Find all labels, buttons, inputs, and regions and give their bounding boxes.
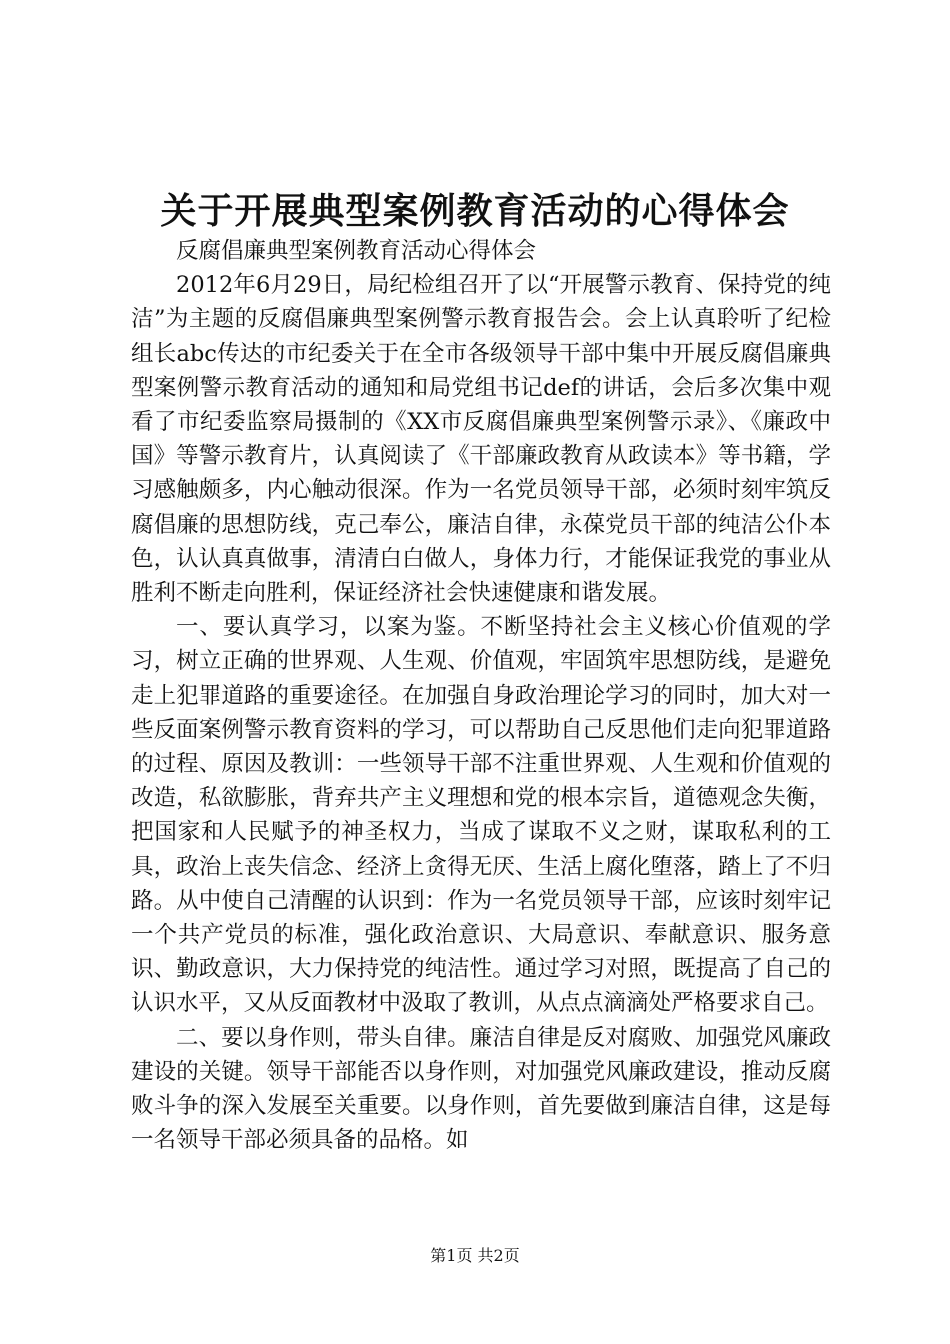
paragraph-section-one: 一、要认真学习，以案为鉴。不断坚持社会主义核心价值观的学习，树立正确的世界观、人生观、价值观，牢固筑牢思想防线，是避免走上犯罪道路的重要途径。在加强自身政治理论学习的同时，加大对一些反面案例警示教育资料的学习，可以帮助自己反思他们走向犯罪道路的过程、原因及教训：一些领导干部不注重世界观、人生观和价值观的改造，私欲膨胀，背弃共产主义理想和党的根本宗旨，道德观念失衡，把国家和人民赋予的神圣权力，当成了谋取不义之财，谋取私利的工具，政治上丧失信念、经济上贪得无厌、生活上腐化堕落，踏上了不归路。从中使自己清醒的认识到：作为一名党员领导干部，应该时刻牢记一个共产党员的标准，强化政治意识、大局意识、奉献意识、服务意识、勤政意识，大力保持党的纯洁性。通过学习对照，既提高了自己的认识水平，又从反面教材中汲取了教训，从点点滴滴处严格要求自己。 — [131, 614, 831, 1017]
paragraph-section-two: 二、要以身作则，带头自律。廉洁自律是反对腐败、加强党风廉政建设的关键。领导干部能否以身作则，对加强党风廉政建设，推动反腐败斗争的深入发展至关重要。以身作则，首先要做到廉洁自律，这是每一名领导干部必须具备的品格。如 — [131, 1024, 831, 1154]
document-title: 关于开展典型案例教育活动的心得体会 — [160, 190, 790, 232]
document-body — [131, 234, 831, 1157]
page-footer — [0, 1244, 950, 1268]
page-number: 第1页 共2页 — [430, 1246, 520, 1265]
document-subtitle: 反腐倡廉典型案例教育活动心得体会 — [176, 238, 537, 264]
paragraph-intro: 2012年6月29日，局纪检组召开了以“开展警示教育、保持党的纯洁”为主题的反腐倡廉典型案例警示教育报告会。会上认真聆听了纪检组长abc传达的市纪委关于在全市各级领导干部中集中开展反腐倡廉典型案例警示教育活动的通知和局党组书记def的讲话，会后多次集中观看了市纪委监察局摄制的《XX市反腐倡廉典型案例警示录》、《廉政中国》等警示教育片，认真阅读了《干部廉政教育从政读本》等书籍，学习感触颇多，内心触动很深。作为一名党员领导干部，必须时刻牢筑反腐倡廉的思想防线，克己奉公，廉洁自律，永葆党员干部的纯洁公仆本色，认认真真做事，清清白白做人，身体力行，才能保证我党的事业从胜利不断走向胜利，保证经济社会快速健康和谐发展。 — [131, 272, 831, 607]
